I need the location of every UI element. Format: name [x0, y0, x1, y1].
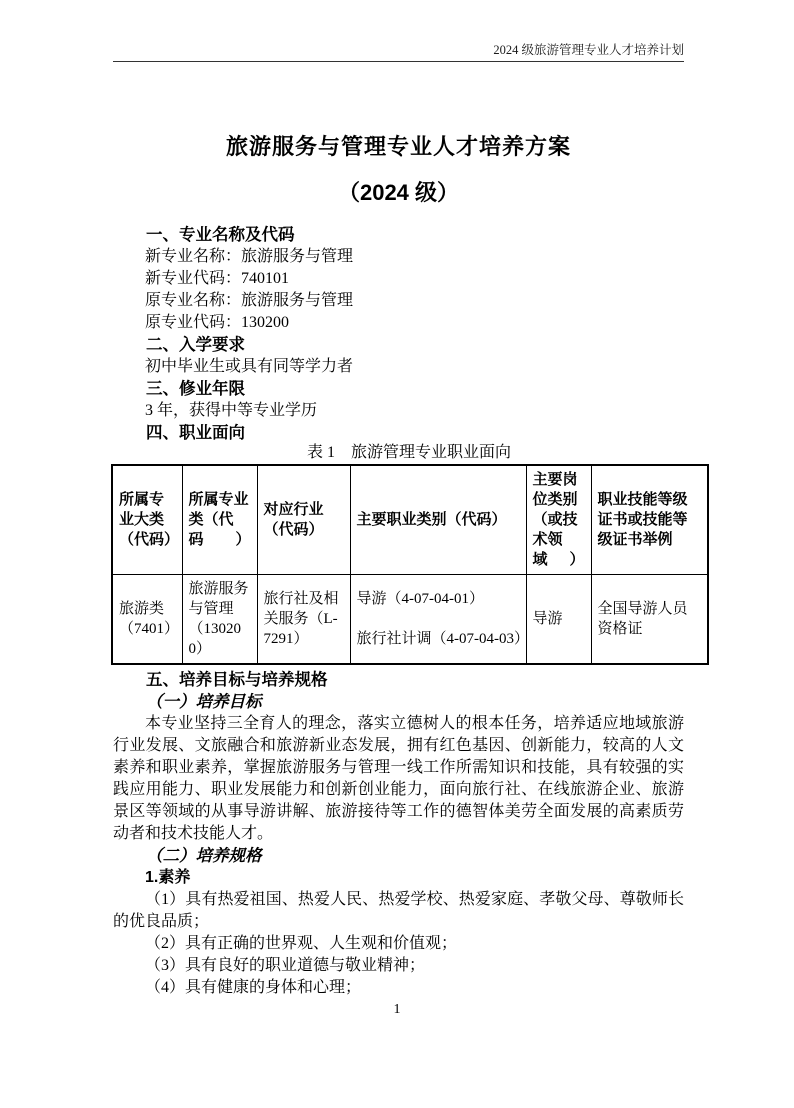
quality-item-3: （3）具有良好的职业道德与敬业精神； [145, 957, 426, 974]
page-number: 1 [393, 1002, 401, 1017]
occupation-planner: 旅行社计调（4-07-04-03） [356, 631, 529, 647]
new-major-name: 新专业名称：旅游服务与管理 [145, 248, 354, 265]
heading-training-objectives: （一）培养目标 [146, 692, 262, 711]
col-header-major-class: 所属专业类（代码） [182, 465, 257, 575]
heading-section-1: 一、专业名称及代码 [146, 226, 295, 244]
old-major-code: 原专业代码：130200 [145, 314, 290, 331]
heading-training-specs: （二）培养规格 [146, 846, 262, 865]
document-subtitle: （2024 级） [337, 180, 460, 205]
occupation-guide: 导游（4-07-04-01） [356, 591, 484, 607]
quality-item-4: （4）具有健康的身体和心理； [145, 979, 362, 996]
career-orientation-table [111, 464, 709, 665]
new-major-code: 新专业代码：740101 [145, 270, 290, 287]
heading-quality: 1.素养 [145, 869, 191, 886]
quality-item-1: （1）具有热爱祖国、热爱人民、热爱学校、热爱家庭、孝敬父母、尊敬师长的优良品质； [113, 891, 684, 930]
col-header-occupation: 主要职业类别（代码） [350, 465, 526, 575]
enrollment-requirement: 初中毕业生或具有同等学力者 [145, 358, 354, 375]
heading-section-5: 五、培养目标与培养规格 [146, 671, 328, 689]
col-header-position: 主要岗位类别（或技术领域） [526, 465, 591, 575]
heading-section-4: 四、职业面向 [146, 424, 245, 442]
document-title: 旅游服务与管理专业人才培养方案 [225, 134, 571, 159]
old-major-name: 原专业名称：旅游服务与管理 [145, 292, 354, 309]
table-caption: 表 1 旅游管理专业职业面向 [306, 444, 511, 461]
cell-major-category: 旅游类（7401） [112, 575, 182, 665]
document-body [113, 224, 688, 999]
col-header-major-category: 所属专业大类（代码） [112, 465, 182, 575]
col-header-certificate: 职业技能等级证书或技能等级证书举例 [591, 465, 708, 575]
running-header: 2024 级旅游管理专业人才培养计划 [113, 42, 684, 62]
table-header-row [112, 465, 708, 575]
heading-section-2: 二、入学要求 [146, 336, 245, 354]
table-row [112, 575, 708, 665]
quality-item-2: （2）具有正确的世界观、人生观和价值观； [145, 935, 458, 952]
cell-position: 导游 [526, 575, 591, 665]
cell-major-class: 旅游服务与管理（130200） [182, 575, 257, 665]
study-duration: 3 年，获得中等专业学历 [145, 402, 318, 419]
training-objectives-paragraph: 本专业坚持三全育人的理念，落实立德树人的根本任务，培养适应地域旅游行业发展、文旅融合和旅游新业态发展，拥有红色基因、创新能力，较高的人文素养和职业素养，掌握旅游服务与管理一线工作所需知识和技能，具有较强的实践应用能力、职业发展能力和创新创业能力，面向旅行社、在线旅游企业、旅游景区等领域的从事导游讲解、旅游接待等工作的德智体美劳全面发展的高素质劳动者和技术技能人才。 [113, 715, 684, 842]
cell-industry: 旅行社及相关服务（L-7291） [257, 575, 350, 665]
col-header-industry: 对应行业（代码） [257, 465, 350, 575]
cell-certificate: 全国导游人员资格证 [591, 575, 708, 665]
heading-section-3: 三、修业年限 [146, 380, 245, 398]
cell-occupations [350, 575, 529, 665]
